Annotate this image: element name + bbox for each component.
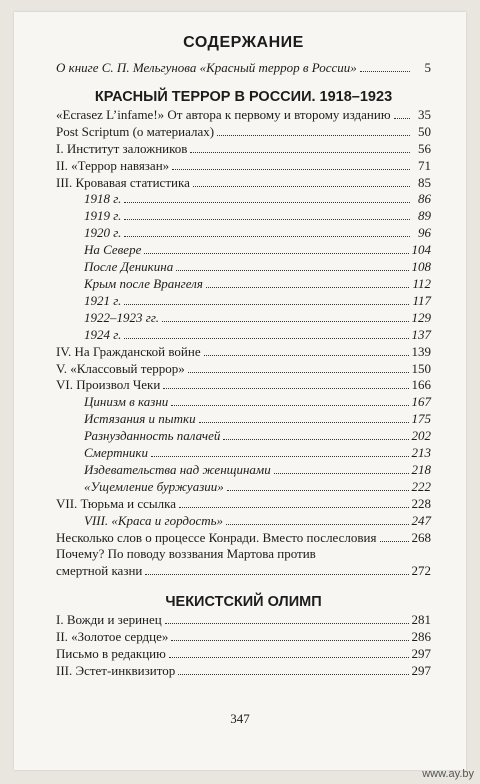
toc-entry-label: «Ecrasez L’infame!» От автора к первому и второму изданию bbox=[56, 106, 391, 122]
toc-entry-label-line1: Почему? По поводу воззвания Мартова против bbox=[56, 546, 316, 562]
toc-entry-page: 112 bbox=[412, 275, 431, 291]
leader-dots bbox=[227, 490, 409, 491]
toc-entry-label: V. «Классовый террор» bbox=[56, 360, 185, 376]
toc-entry-label: Истязания и пытки bbox=[84, 411, 196, 427]
toc-entry bbox=[56, 293, 431, 310]
leader-dots bbox=[188, 372, 409, 373]
toc-entry-label: 1921 г. bbox=[84, 292, 122, 308]
leader-dots bbox=[144, 253, 408, 254]
toc-entry bbox=[56, 646, 431, 663]
section-title-chekist-olymp: ЧЕКИСТСКИЙ ОЛИМП bbox=[165, 594, 322, 611]
leader-dots bbox=[124, 338, 408, 339]
section-chekist-olymp-list bbox=[56, 612, 431, 680]
toc-entry bbox=[56, 428, 431, 445]
toc-entry-label: «Ущемление буржуазии» bbox=[84, 478, 224, 494]
leader-dots bbox=[124, 219, 410, 220]
toc-entry-label: Post Scriptum (о материалах) bbox=[56, 123, 215, 139]
toc-entry bbox=[56, 310, 431, 327]
toc-entry bbox=[56, 361, 431, 378]
toc-entry-page: 297 bbox=[411, 663, 431, 678]
toc-entry-page: 71 bbox=[418, 157, 431, 173]
leader-dots bbox=[165, 623, 409, 624]
toc-entry-label: III. Кровавая статистика bbox=[56, 174, 190, 190]
toc-entry bbox=[56, 629, 431, 646]
toc-entry bbox=[56, 158, 431, 175]
toc-entry bbox=[56, 327, 431, 344]
leader-dots bbox=[171, 405, 408, 406]
toc-entry bbox=[56, 479, 431, 496]
leader-dots bbox=[204, 355, 409, 356]
toc-entry-page: 56 bbox=[418, 140, 431, 156]
toc-entry-label: После Деникина bbox=[84, 259, 174, 275]
toc-entry-page: 35 bbox=[418, 106, 431, 122]
table-of-contents bbox=[56, 34, 431, 680]
toc-entry-label: Издевательства над женщинами bbox=[84, 461, 271, 477]
toc-entry bbox=[56, 225, 431, 242]
toc-entry bbox=[56, 496, 431, 513]
toc-entry-label: IV. На Гражданской войне bbox=[56, 343, 201, 359]
toc-entry-page: 228 bbox=[411, 495, 431, 511]
toc-entry bbox=[56, 377, 431, 394]
toc-entry-intro bbox=[56, 60, 431, 77]
toc-entry-page: 272 bbox=[411, 563, 431, 579]
toc-entry-page: 167 bbox=[411, 394, 431, 410]
toc-entry bbox=[56, 107, 431, 124]
toc-entry bbox=[56, 445, 431, 462]
toc-entry-page: 166 bbox=[411, 377, 431, 393]
page-number: 347 bbox=[230, 711, 250, 726]
toc-entry-label: 1920 г. bbox=[84, 225, 122, 241]
toc-entry-page: 213 bbox=[411, 445, 431, 461]
toc-entry-page: 129 bbox=[411, 309, 431, 325]
leader-dots bbox=[151, 456, 409, 457]
toc-entry bbox=[56, 612, 431, 629]
toc-entry bbox=[56, 175, 431, 192]
toc-entry-page: 281 bbox=[411, 612, 431, 628]
toc-entry bbox=[56, 191, 431, 208]
toc-entry bbox=[56, 411, 431, 428]
leader-dots bbox=[169, 657, 409, 658]
toc-entry-page: 222 bbox=[411, 478, 431, 494]
toc-entry-label: 1919 г. bbox=[84, 208, 122, 224]
toc-entry-page: 286 bbox=[411, 629, 431, 645]
toc-entry-label: 1922–1923 гг. bbox=[84, 309, 159, 325]
toc-entry bbox=[56, 394, 431, 411]
toc-entry bbox=[56, 242, 431, 259]
toc-entry-label: Цинизм в казни bbox=[84, 394, 169, 410]
toc-entry bbox=[56, 462, 431, 479]
leader-dots bbox=[124, 236, 410, 237]
leader-dots bbox=[394, 118, 410, 119]
toc-entry-label: VI. Произвол Чеки bbox=[56, 377, 161, 393]
leader-dots bbox=[172, 169, 410, 170]
leader-dots bbox=[145, 574, 408, 575]
leader-dots bbox=[179, 507, 409, 508]
toc-entry bbox=[56, 141, 431, 158]
leader-dots bbox=[226, 524, 408, 525]
toc-entry-page: 150 bbox=[411, 360, 431, 376]
toc-entry-page: 117 bbox=[412, 292, 431, 308]
toc-entry-page: 108 bbox=[411, 259, 431, 275]
toc-entry-label: VII. Тюрьма и ссылка bbox=[56, 495, 176, 511]
toc-entry-multiline bbox=[56, 546, 431, 580]
toc-entry bbox=[56, 208, 431, 225]
toc-entry-label: 1924 г. bbox=[84, 326, 122, 342]
toc-entry bbox=[56, 259, 431, 276]
leader-dots bbox=[274, 473, 409, 474]
toc-entry-label: Крым после Врангеля bbox=[84, 275, 203, 291]
toc-entry-line2 bbox=[56, 563, 431, 580]
section-red-terror-list bbox=[56, 107, 431, 547]
leader-dots bbox=[171, 640, 408, 641]
toc-entry-label: I. Институт заложников bbox=[56, 140, 188, 156]
toc-entry-label: Письмо в редакцию bbox=[56, 646, 166, 662]
toc-entry-page: 137 bbox=[411, 326, 431, 342]
leader-dots bbox=[193, 186, 410, 187]
toc-entry-page: 268 bbox=[411, 529, 431, 545]
toc-entry-label: II. «Золотое сердце» bbox=[56, 629, 169, 645]
toc-entry bbox=[56, 124, 431, 141]
toc-entry-label: На Севере bbox=[84, 242, 142, 258]
toc-entry-label: I. Вожди и зеринец bbox=[56, 612, 162, 628]
toc-entry-label: Несколько слов о процессе Конради. Вместо послесловия bbox=[56, 529, 377, 545]
toc-entry-page: 50 bbox=[418, 123, 431, 139]
leader-dots bbox=[124, 304, 409, 305]
toc-entry-page: 85 bbox=[418, 174, 431, 190]
section-title-red-terror: КРАСНЫЙ ТЕРРОР В РОССИИ. 1918–1923 bbox=[94, 88, 393, 105]
toc-entry-label: 1918 г. bbox=[84, 191, 122, 207]
toc-entry-page: 104 bbox=[411, 242, 431, 258]
leader-dots bbox=[199, 422, 409, 423]
toc-entry-label: Разнузданность палачей bbox=[84, 428, 221, 444]
leader-dots bbox=[380, 541, 409, 542]
contents-heading: СОДЕРЖАНИЕ bbox=[183, 34, 304, 51]
leader-dots bbox=[124, 202, 410, 203]
toc-entry bbox=[56, 276, 431, 293]
watermark: www.ay.by bbox=[422, 768, 474, 780]
toc-entry-page: 202 bbox=[411, 428, 431, 444]
toc-entry-page: 89 bbox=[418, 208, 431, 224]
toc-entry bbox=[56, 344, 431, 361]
leader-dots bbox=[206, 287, 410, 288]
toc-entry-label: О книге С. П. Мельгунова «Красный террор в России» bbox=[56, 60, 357, 75]
toc-entry-page: 247 bbox=[411, 512, 431, 528]
leader-dots bbox=[360, 71, 410, 72]
toc-entry-label: III. Эстет-инквизитор bbox=[56, 663, 176, 678]
leader-dots bbox=[162, 321, 409, 322]
leader-dots bbox=[178, 674, 408, 675]
toc-entry-page: 139 bbox=[411, 343, 431, 359]
toc-entry bbox=[56, 513, 431, 530]
leader-dots bbox=[176, 270, 408, 271]
toc-entry-label: VIII. «Краса и гордость» bbox=[84, 512, 224, 528]
toc-entry-page: 297 bbox=[411, 646, 431, 662]
toc-entry-page: 96 bbox=[418, 225, 431, 241]
toc-entry-page: 175 bbox=[411, 411, 431, 427]
leader-dots bbox=[190, 152, 410, 153]
toc-entry-label: II. «Террор навязан» bbox=[56, 157, 170, 173]
toc-entry-label: Смертники bbox=[84, 445, 148, 461]
book-page bbox=[14, 12, 466, 770]
toc-entry-page: 5 bbox=[424, 60, 431, 75]
toc-entry-page: 86 bbox=[418, 191, 431, 207]
toc-entry-page: 218 bbox=[411, 461, 431, 477]
toc-entry bbox=[56, 530, 431, 547]
toc-entry-label-line2: смертной казни bbox=[56, 563, 143, 579]
leader-dots bbox=[223, 439, 408, 440]
leader-dots bbox=[217, 135, 410, 136]
leader-dots bbox=[163, 388, 408, 389]
toc-entry bbox=[56, 663, 431, 680]
